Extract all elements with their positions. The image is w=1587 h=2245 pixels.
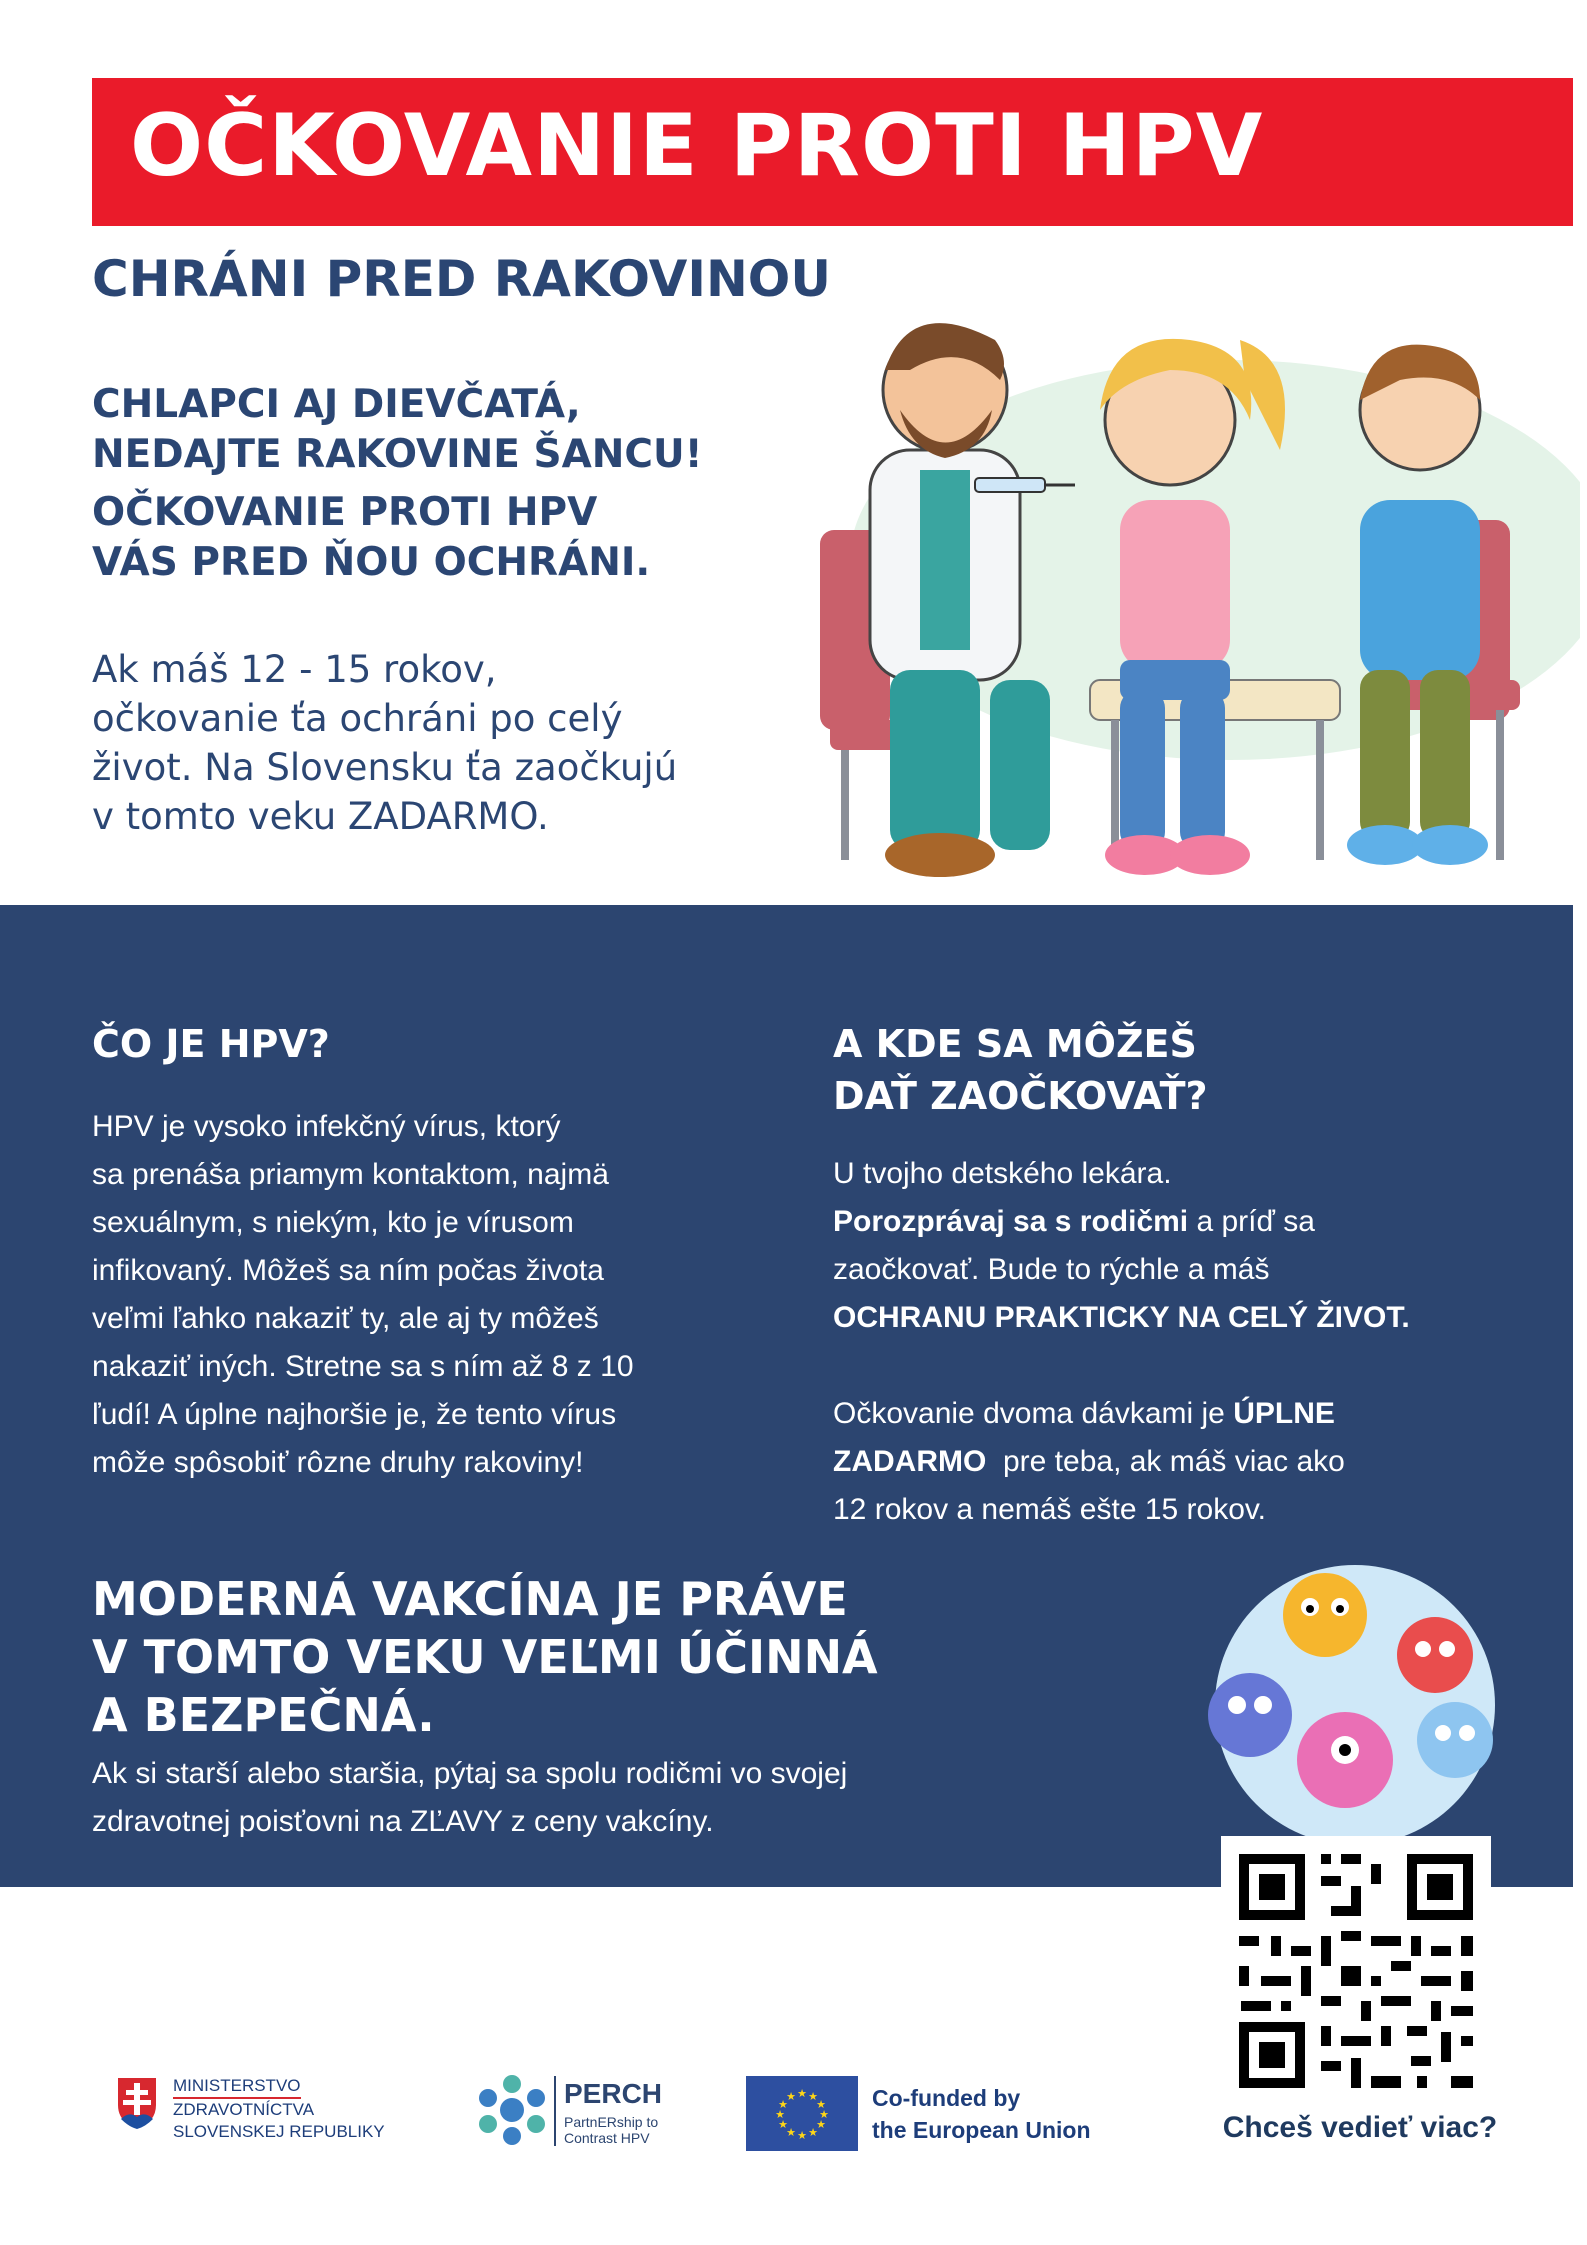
text-line [833,1198,1410,1246]
svg-text:★: ★ [786,2090,796,2103]
eu-flag-icon [746,2076,858,2151]
text-line [833,1438,1410,1486]
ministry-line: MINISTERSTVO [173,2075,301,2099]
svg-text:★: ★ [816,2098,826,2111]
slogan-line: VÁS PRED ŇOU OCHRÁNI. [92,540,651,585]
age-info [92,645,677,841]
vaccine-text [92,1750,847,1846]
heading-line: DAŤ ZAOČKOVAŤ? [833,1074,1208,1118]
eu-cofunded-text [872,2082,1091,2146]
virus-blue-icon [1208,1673,1292,1757]
qr-code-image [1221,1836,1491,2106]
virus-orange-icon [1283,1573,1367,1657]
slogan-protection [92,488,650,588]
bold-text: ÚPLNE [1233,1397,1335,1430]
ministry-text [173,2075,385,2143]
text-line: HPV je vysoko infekčný vírus, ktorý [92,1110,561,1143]
perch-virus-icon [472,2070,552,2150]
title-banner [92,78,1573,226]
heading-line: MODERNÁ VAKCÍNA JE PRÁVE [92,1572,848,1626]
perch-logo [472,2070,663,2154]
text-span: pre teba, ak máš viac ako [986,1445,1345,1478]
heading-line: A KDE SA MÔŽEŠ [833,1022,1197,1066]
bold-text: OCHRANU PRAKTICKY NA CELÝ ŽIVOT. [833,1301,1410,1334]
text-line [833,1390,1410,1438]
perch-subtitle [564,2114,658,2146]
perch-title: PERCH [564,2078,663,2109]
text-span: a príď sa [1188,1205,1315,1238]
text-line: sexuálnym, s niekým, kto je vírusom [92,1206,574,1239]
eu-line: the European Union [872,2117,1091,2143]
text-line: U tvojho detského lekára. [833,1157,1172,1190]
perch-sub-line: PartnERship to [564,2114,659,2130]
bold-text: ZADARMO [833,1445,987,1478]
virus-lightblue-icon [1417,1702,1493,1778]
what-is-text [92,1103,634,1487]
subtitle: CHRÁNI PRED RAKOVINOU [92,250,831,308]
where-heading [833,1018,1208,1122]
age-line: Ak máš 12 - 15 rokov, [92,648,497,691]
age-line: život. Na Slovensku ťa zaočkujú [92,746,678,789]
text-line [833,1294,1410,1342]
slogan-line: NEDAJTE RAKOVINE ŠANCU! [92,432,703,477]
text-line: 12 rokov a nemáš ešte 15 rokov. [833,1493,1267,1526]
eu-stars [746,2076,858,2151]
svg-text:★: ★ [786,2126,796,2139]
text-line: zdravotnej poisťovni na ZĽAVY z ceny vakcíny. [92,1805,714,1838]
perch-sub-line: Contrast HPV [564,2130,650,2146]
text-span: Očkovanie dvoma dávkami je [833,1397,1234,1430]
svg-text:★: ★ [808,2126,818,2139]
vaccine-heading [92,1570,878,1744]
slogan-line: CHLAPCI AJ DIEVČATÁ, [92,382,581,427]
text-line: zaočkovať. Bude to rýchle a máš [833,1253,1270,1286]
ministry-line: ZDRAVOTNÍCTVA [173,2100,315,2119]
qr-caption: Chceš vedieť viac? [1222,2111,1498,2144]
svg-text:★: ★ [808,2090,818,2103]
eu-line: Co-funded by [872,2085,1021,2111]
text-line: veľmi ľahko nakaziť ty, ale aj ty môžeš [92,1302,599,1335]
divider [554,2076,556,2146]
ministry-line: SLOVENSKEJ REPUBLIKY [173,2122,385,2141]
svg-text:★: ★ [797,2129,807,2142]
bold-text: Porozprávaj sa s rodičmi [833,1205,1189,1238]
svg-text:★: ★ [778,2098,788,2111]
heading-line: A BEZPEČNÁ. [92,1688,435,1742]
virus-illustration [1195,1545,1505,1845]
text-line: ľudí! A úplne najhoršie je, že tento vírus [92,1398,617,1431]
age-line: očkovanie ťa ochráni po celý [92,697,623,740]
where-text [833,1150,1410,1534]
vaccination-illustration [760,300,1580,900]
spacer [833,1342,1410,1390]
text-line: môže spôsobiť rôzne druhy rakoviny! [92,1446,584,1479]
what-is-heading: ČO JE HPV? [92,1022,330,1066]
heading-line: V TOMTO VEKU VEĽMI ÚČINNÁ [92,1630,878,1684]
svg-text:★: ★ [778,2118,788,2131]
svg-text:★: ★ [797,2087,807,2100]
slovak-coat-of-arms-icon [115,2075,159,2131]
text-line: infikovaný. Môžeš sa ním počas života [92,1254,604,1287]
virus-pink-icon [1297,1712,1393,1808]
age-line: v tomto veku ZADARMO. [92,795,549,838]
svg-text:★: ★ [816,2118,826,2131]
svg-text:★: ★ [775,2108,785,2121]
page-title: OČKOVANIE PROTI HPV [130,96,1264,196]
text-line: Ak si starší alebo staršia, pýtaj sa spolu rodičmi vo svojej [92,1757,848,1790]
virus-red-icon [1397,1617,1473,1693]
slogan-line: OČKOVANIE PROTI HPV [92,490,598,535]
text-line: sa prenáša priamym kontaktom, najmä [92,1158,609,1191]
ministry-logo [115,2075,385,2141]
qr-code[interactable] [1221,1836,1491,2106]
text-line: nakaziť iných. Stretne sa s ním až 8 z 10 [92,1350,634,1383]
svg-text:★: ★ [819,2108,829,2121]
slogan-kids [92,380,703,480]
